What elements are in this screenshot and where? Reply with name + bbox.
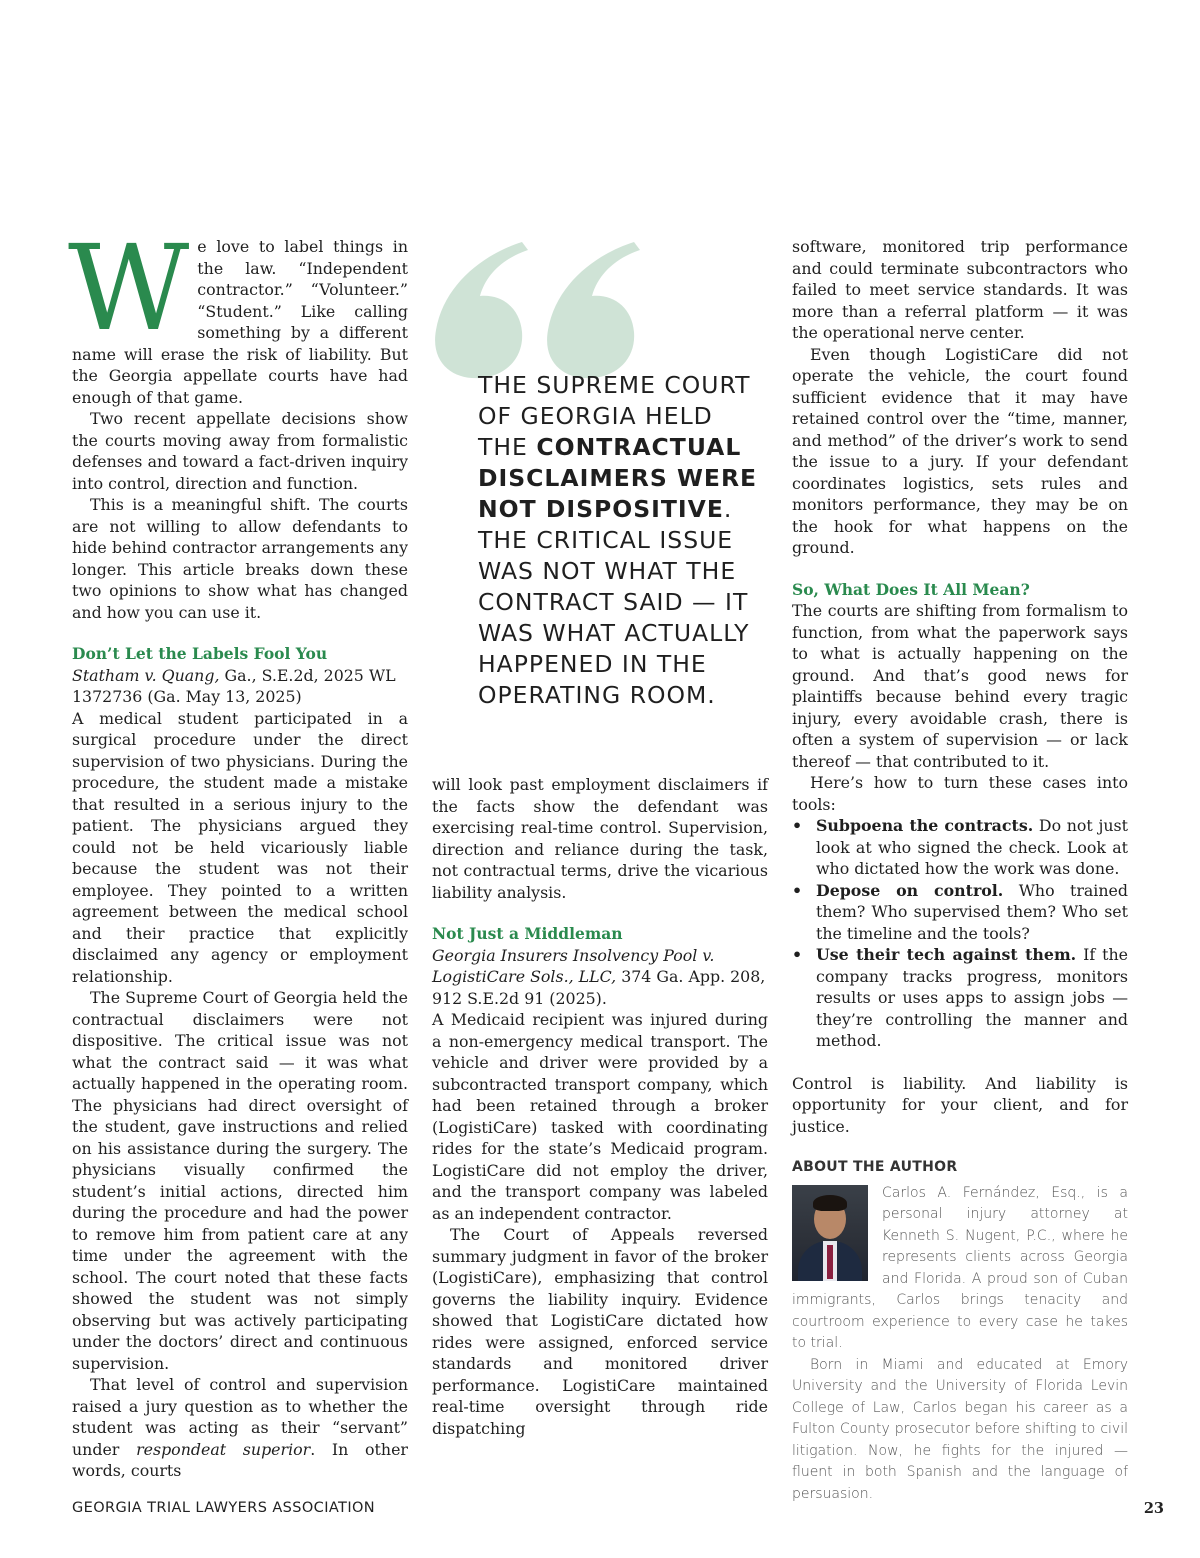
section-heading: So, What Does It All Mean? bbox=[792, 579, 1030, 599]
paragraph: software, monitored trip performance and could terminate subcontractors who failed to meet service standards. It was more than a referral platform — it was the operational nerve center. bbox=[792, 237, 1128, 342]
section-heading: Don’t Let the Labels Fool You bbox=[72, 644, 328, 663]
list-item: • Use their tech against them. If the company tracks progress, monitors results or uses apps to assign jobs — they’re controlling the manner and method. bbox=[792, 944, 1128, 1052]
case-citation: Georgia Insurers Insolvency Pool v. LogistiCare Sols., LLC, 374 Ga. App. 208, 912 S.E.2d 91 (2025). bbox=[432, 945, 766, 1008]
paragraph: Two recent appellate decisions show the courts moving away from formalistic defenses and toward a fact-driven inquiry into control, direction and function. bbox=[72, 409, 408, 493]
paragraph: The Supreme Court of Georgia held the contractual disclaimers were not dispositive. The critical issue was not what the contract said — it was what actually happened in the operating room. The physicians had direct oversight of the student, gave instructions and relied on his assistance during the surgery. The physicians visually confirmed the student’s initial actions, directed him during the procedure and had the power to remove him from patient care at any time under the agreement with the school. The court noted that these facts showed the student was not simply observing but was actively participating under the doctors’ direct and continuous supervision. bbox=[72, 988, 408, 1373]
quote-mark-icon bbox=[424, 232, 654, 382]
article-column-1 bbox=[68, 219, 408, 1482]
case-citation: Statham v. Quang, Ga., S.E.2d, 2025 WL 1372736 (Ga. May 13, 2025) bbox=[72, 665, 396, 706]
paragraph: A medical student participated in a surgical procedure under the direct supervision of two physicians. During the procedure, the student made a mistake that resulted in a serious injury to the patient. The physicians argued they could not be held vicariously liable because the student was not their employee. They pointed to a written agreement between the medical school and their practice that explicitly disclaimed any agency or employment relationship. bbox=[72, 708, 408, 986]
drop-cap: W bbox=[68, 219, 190, 357]
publication-name: GEORGIA TRIAL LAWYERS ASSOCIATION bbox=[72, 1500, 376, 1516]
page-number: 23 bbox=[1143, 1500, 1164, 1517]
author-heading: ABOUT THE AUTHOR bbox=[792, 1159, 958, 1175]
paragraph: The Court of Appeals reversed summary judgment in favor of the broker (LogistiCare), emphasizing that control governs the liability inquiry. Evidence showed that LogistiCare dictated how rides were assigned, enforced service standards and monitored driver performance. LogistiCare maintained real-time oversight through ride dispatching bbox=[432, 1225, 768, 1438]
paragraph: Even though LogistiCare did not operate the vehicle, the court found sufficient evidence that it may have retained control over the “time, manner, and method” of the driver’s work to send the issue to a jury. If your defendant coordinates logistics, sets rules and monitors performance, they may be on the hook for what happens on the ground. bbox=[792, 344, 1128, 557]
paragraph: will look past employment disclaimers if the facts show the defendant was exercising real-time control. Supervision, direction and reliance during the task, not contractual terms, drive the vicarious liability analysis. bbox=[432, 775, 768, 902]
paragraph: A Medicaid recipient was injured during a non-emergency medical transport. The vehicle and driver were provided by a subcontracted transport company, which had been retained through a broker (LogistiCare) tasked with coordinating rides for the state’s Medicaid program. LogistiCare did not employ the driver, and the transport company was labeled as an independent contractor. bbox=[432, 1010, 768, 1223]
tips-list bbox=[792, 815, 1128, 1052]
article-column-3 bbox=[792, 236, 1128, 1505]
author-photo bbox=[792, 1185, 868, 1281]
author-bio bbox=[792, 1183, 1128, 1506]
author-bio-paragraph: Born in Miami and educated at Emory University and the University of Florida Levin College of Law, Carlos began his career as a Fulton County prosecutor before shifting to civil litigation. Now, he fights for the injured — fluent in both Spanish and the language of persuasion. bbox=[792, 1356, 1128, 1502]
article-column-2 bbox=[432, 774, 768, 1439]
list-item: • Subpoena the contracts. Do not just look at who signed the check. Look at who dictated how the work was done. bbox=[792, 815, 1128, 880]
pull-quote: THE SUPREME COURT OF GEORGIA HELD THE CONTRACTUAL DISCLAIMERS WERE NOT DISPOSITIVE. THE CRITICAL ISSUE WAS NOT WHAT THE CONTRACT SAID — IT WAS WHAT ACTUALLY HAPPENED IN THE OPERATING ROOM. bbox=[478, 371, 758, 709]
section-heading: Not Just a Middleman bbox=[432, 924, 623, 943]
list-item: • Depose on control. Who trained them? Who supervised them? Who set the timeline and the tools? bbox=[792, 880, 1128, 945]
paragraph: That level of control and supervision raised a jury question as to whether the student was acting as their “servant” under respondeat superior. In other words, courts bbox=[72, 1375, 408, 1480]
paragraph: Control is liability. And liability is opportunity for your client, and for justice. bbox=[792, 1073, 1128, 1136]
intro-paragraph: We love to label things in the law. “Independent contractor.” “Volunteer.” “Student.” Like calling something by a different name will erase the risk of liability. But the Georgia appellate courts have had enough of that game. bbox=[68, 219, 408, 407]
author-bio-paragraph: Carlos A. Fernández, Esq., is a personal injury attorney at Kenneth S. Nugent, P.C., where he represents clients across Georgia and Florida. A proud son of Cuban immigrants, Carlos brings tenacity and courtroom experience to every case he takes to trial. bbox=[792, 1184, 1128, 1351]
paragraph: Here’s how to turn these cases into tools: bbox=[792, 773, 1128, 814]
paragraph: The courts are shifting from formalism to function, from what the paperwork says to what is actually happening on the ground. And that’s good news for plaintiffs because behind every tragic injury, every avoidable crash, there is often a system of supervision — or lack thereof — that contributed to it. bbox=[792, 601, 1128, 771]
paragraph: This is a meaningful shift. The courts are not willing to allow defendants to hide behind contractor arrangements any longer. This article breaks down these two opinions to show what has changed and how you can use it. bbox=[72, 495, 408, 622]
